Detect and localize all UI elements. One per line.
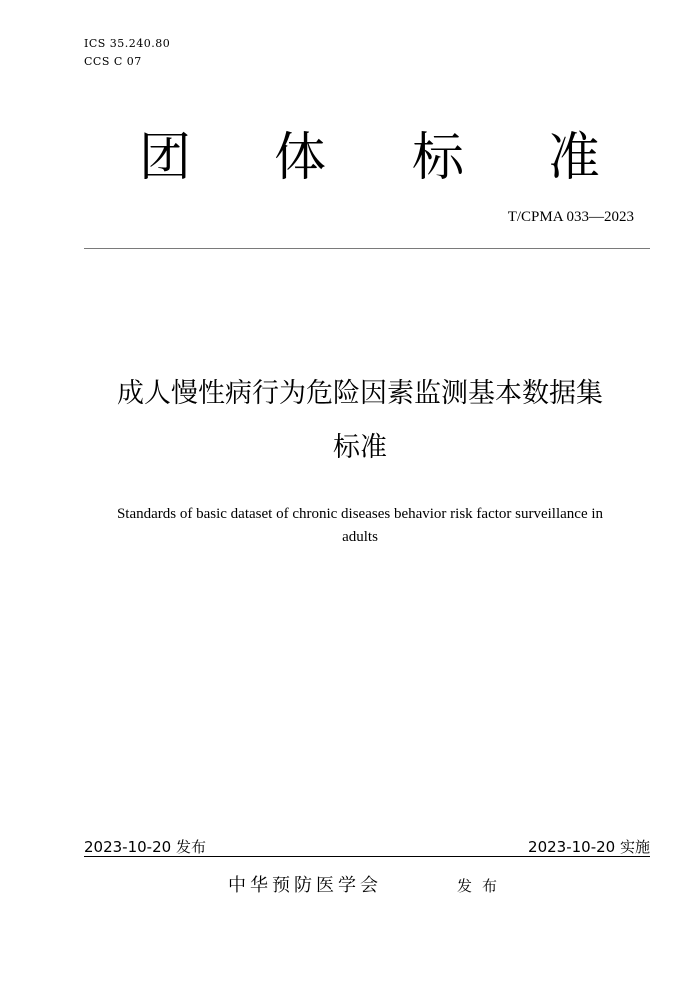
publish-label: 发布 — [457, 877, 508, 895]
issue-date: 2023-10-20 发布 — [84, 838, 206, 856]
standard-type-char-1: 团 — [138, 128, 191, 188]
footer-divider — [84, 856, 650, 857]
title-chinese-line-2: 标准 — [333, 432, 387, 463]
header-divider — [84, 248, 650, 249]
publisher-name: 中华预防医学会 — [228, 875, 382, 896]
standard-number: T/CPMA 033—2023 — [507, 209, 634, 225]
ccs-code: CCS C 07 — [84, 55, 142, 68]
standard-type-char-3: 标 — [411, 128, 464, 188]
ics-code: ICS 35.240.80 — [84, 37, 171, 50]
title-english-line-2: adults — [342, 529, 378, 545]
standard-type-char-2: 体 — [273, 128, 326, 188]
standard-type-char-4: 准 — [547, 128, 600, 188]
implementation-date: 2023-10-20 实施 — [528, 838, 650, 856]
title-english-line-1: Standards of basic dataset of chronic diseases behavior risk factor surveillance in — [116, 506, 604, 522]
title-chinese-line-1: 成人慢性病行为危险因素监测基本数据集 — [117, 378, 603, 409]
